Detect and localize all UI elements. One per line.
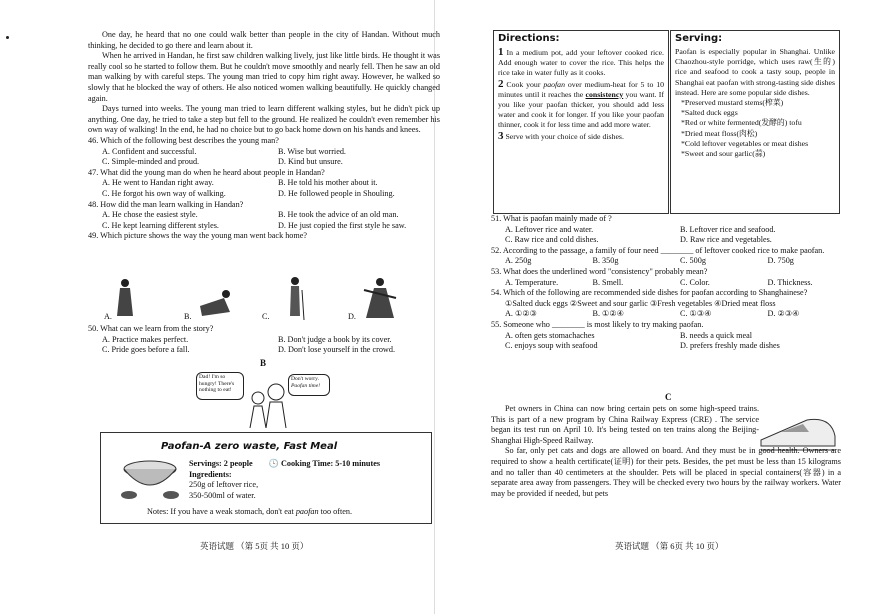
side-dish-text: Sweet and sour garlic(蒜) — [684, 149, 766, 159]
side-dish-item — [675, 108, 835, 118]
bullet-mark: * — [681, 138, 685, 148]
passage-paragraph: Days turned into weeks. The young man tried to learn different walking styles, but he didn't pick up anything. One day, he tried to take a step but fell to the ground. He realized he couldn't even remember his own way of walking! In the end, he had no choice but to go back home down on his hands and knees. — [88, 104, 440, 135]
section-c-label: C — [665, 392, 672, 402]
option: B. Wise but worried. — [278, 146, 346, 156]
option: A. 250g — [505, 256, 532, 266]
pic-label-b: B. — [184, 312, 192, 321]
recipe-title: Paofan-A zero waste, Fast Meal — [161, 441, 338, 452]
recipe-cooking-time: 🕓 Cooking Time: 5-10 minutes — [268, 459, 381, 468]
option: A. ①②③ — [505, 309, 538, 319]
side-dish-text: Red or white fermented(发酵的) tofu — [684, 118, 802, 128]
option: D. Don't lose yourself in the crowd. — [278, 345, 395, 355]
right-page — [435, 0, 870, 614]
pic-label-c: C. — [262, 312, 270, 321]
side-dish-item — [675, 139, 835, 149]
option: A. Confident and successful. — [102, 146, 197, 156]
question-47: 47. What did the young man do when he heard about people in Handan? — [88, 167, 325, 177]
figure-cane-icon — [284, 276, 306, 322]
option: A. Practice makes perfect. — [102, 334, 189, 344]
option: B. 350g — [592, 256, 619, 266]
question-54: 54. Which of the following are recommended side dishes for paofan according to Shanghainese? — [491, 288, 808, 298]
option: D. He followed people in Shouling. — [278, 188, 395, 198]
option: D. Thickness. — [767, 277, 813, 287]
question-50-block — [88, 324, 440, 356]
ingredient-water: 350-500ml of water. — [189, 490, 256, 500]
directions-title: Directions: — [498, 33, 560, 44]
option: A. Leftover rice and water. — [505, 224, 594, 234]
bullet-mark: * — [681, 118, 685, 128]
option: D. He just copied the first style he saw. — [278, 220, 407, 230]
side-dish-item — [675, 129, 835, 139]
passage-c — [491, 404, 841, 499]
passage-paragraph: When he arrived in Handan, he first saw children walking lively, just like little birds. He thought it was really cool so he started to follow them. But he couldn't move smoothly and nearly fell. Then he saw an old man walking by with careful steps. The young man tried to copy him right away. However, he walked so slowly that he blocked the way of others. He also noticed women walking beautifully. He quickly changed again. — [88, 51, 440, 103]
option: B. Don't judge a book by its cover. — [278, 334, 392, 344]
option: A. Temperature. — [505, 277, 559, 287]
figure-walking-icon — [114, 278, 136, 322]
bullet-mark: * — [681, 149, 685, 159]
option: B. He told his mother about it. — [278, 178, 378, 188]
serving-box — [670, 30, 840, 214]
option: C. He forgot his own way of walking. — [102, 188, 226, 198]
page-footer-left: 英语试题 （第 5页 共 10 页） — [200, 541, 309, 551]
option: C. Raw rice and cold dishes. — [505, 235, 599, 245]
serving-body — [675, 47, 835, 159]
pic-label-a: A. — [104, 312, 112, 321]
recipe-notes: Notes: If you have a weak stomach, don't eat paofan too often. — [147, 507, 352, 516]
option: B. He took the advice of an old man. — [278, 210, 399, 220]
step-2: 2 Cook your paofan over medium-heat for 5 to 10 minutes until it reaches the consistency you want. If you like your paofan thicker, you should add less water and cook it for longer. If you like your paofan thinner, cook it for less time and add more water. — [498, 77, 665, 130]
option: D. ②③④ — [767, 309, 800, 319]
step-3: 3 Serve with your choice of side dishes. — [498, 129, 624, 142]
side-dish-text: Preserved mustard stems(榨菜) — [684, 98, 784, 108]
option: D. prefers freshly made dishes — [680, 341, 780, 351]
question-51: 51. What is paofan mainly made of ? — [491, 214, 612, 223]
option: B. ①②④ — [592, 309, 625, 319]
question-54-items: ①Salted duck eggs ②Sweet and sour garlic ③Fresh vegetables ④Dried meat floss — [505, 298, 776, 308]
serving-text: Paofan is especially popular in Shanghai. Unlike Chaozhou-style porridge, which uses raw(生的) rice and seafood to cook a tasty soup, people in Shanghai eat paofan with strong-tasting side dishes instead. Here are some popular side dishes. — [675, 47, 835, 97]
question-52: 52. According to the passage, a family of four need ________ of leftover cooked rice to make paofan. — [491, 245, 825, 255]
passage-paragraph: So far, only pet cats and dogs are allowed on board. And they must be in good health. Owners are required to show a health certificate(证明) for their pets. Besides, the pet must be less than 15 kilograms and no taller than 40 centimeters at the shoulder. Pets will be placed in special containers(容器) in a separate area away from passengers. They will be checked every two hours by the railway workers. Water may be provided if needed, but pets — [491, 446, 841, 498]
option: C. Pride goes before a fall. — [102, 345, 190, 355]
directions-box — [493, 30, 669, 214]
option: A. He chose the easiest style. — [102, 210, 198, 220]
option: C. He kept learning different styles. — [102, 220, 219, 230]
option: D. 750g — [767, 256, 794, 266]
question-50: 50. What can we learn from the story? — [88, 324, 214, 333]
comic-illustration — [196, 370, 336, 428]
passage-paragraph: One day, he heard that no one could walk better than people in the city of Handan. Without much thinking, he decided to go there and learn about it. — [88, 30, 440, 50]
option: C. enjoys soup with seafood — [505, 341, 598, 351]
option: C. ①③④ — [680, 309, 712, 319]
passage-paragraph: Pet owners in China can now bring certain pets on some high-speed trains. This is part of a new program by China Railway Express (CRE) . The service began its test run on April 10. It's being tested on ten trains along the Beijing-Shanghai High-Speed Railway. — [491, 404, 759, 445]
ingredients-label: Ingredients: — [189, 469, 232, 479]
figure-crawling-icon — [196, 286, 236, 320]
serving-title: Serving: — [675, 33, 723, 44]
question-55: 55. Someone who ________ is most likely to try making paofan. — [491, 319, 704, 329]
bullet-mark: * — [681, 128, 685, 138]
option: A. He went to Handan right away. — [102, 178, 214, 188]
recipe-details — [189, 459, 429, 501]
option: A. often gets stomachaches — [505, 330, 595, 340]
option: B. Leftover rice and seafood. — [680, 224, 776, 234]
side-dish-item — [675, 98, 835, 108]
option: D. Kind but unsure. — [278, 157, 343, 167]
option: C. Color. — [680, 277, 710, 287]
question-53: 53. What does the underlined word "consistency" probably mean? — [491, 266, 708, 276]
option: D. Raw rice and vegetables. — [680, 235, 772, 245]
picture-options — [104, 276, 434, 322]
directions-steps — [498, 47, 664, 142]
recipe-servings: Servings: 2 people — [189, 459, 253, 468]
recipe-card — [100, 432, 432, 524]
option: B. needs a quick meal — [680, 330, 753, 340]
rice-bowl-icon — [117, 457, 183, 501]
question-46: 46. Which of the following best describes the young man? — [88, 135, 279, 145]
side-dish-text: Dried meat floss(肉松) — [684, 128, 758, 138]
bullet-mark: * — [681, 108, 685, 118]
father-child-icon — [246, 380, 288, 428]
passage-a-end — [88, 30, 440, 242]
question-49: 49. Which picture shows the way the young man went back home? — [88, 231, 308, 241]
side-dish-text: Salted duck eggs — [684, 108, 738, 118]
bullet-mark: * — [681, 98, 685, 108]
ingredient-rice: 250g of leftover rice, — [189, 480, 259, 490]
consistency-word: consistency — [585, 89, 624, 99]
page-footer-right: 英语试题 （第 6页 共 10 页） — [615, 541, 724, 551]
side-dish-text: Cold leftover vegetables or meat dishes — [684, 138, 809, 148]
pic-label-d: D. — [348, 312, 356, 321]
speech-bubble-father: Don't worry. Paofan time! — [288, 374, 330, 396]
option: C. Simple-minded and proud. — [102, 157, 200, 167]
speech-bubble-child: Dad! I'm so hungry! There's nothing to eat! — [196, 372, 244, 400]
question-48: 48. How did the man learn walking in Handan? — [88, 199, 244, 209]
option: C. 500g — [680, 256, 706, 266]
side-dish-item — [675, 149, 835, 159]
side-dish-item — [675, 118, 835, 128]
side-dish-list — [675, 98, 835, 159]
section-b-label: B — [260, 358, 267, 368]
figure-dancing-icon — [360, 276, 400, 322]
step-1: 1 In a medium pot, add your leftover cooked rice. Add enough water to cover the rice. This helps the rice take in water fully as it cooks. — [498, 46, 664, 78]
option: B. Smell. — [592, 277, 624, 287]
questions-51-55 — [491, 214, 841, 352]
